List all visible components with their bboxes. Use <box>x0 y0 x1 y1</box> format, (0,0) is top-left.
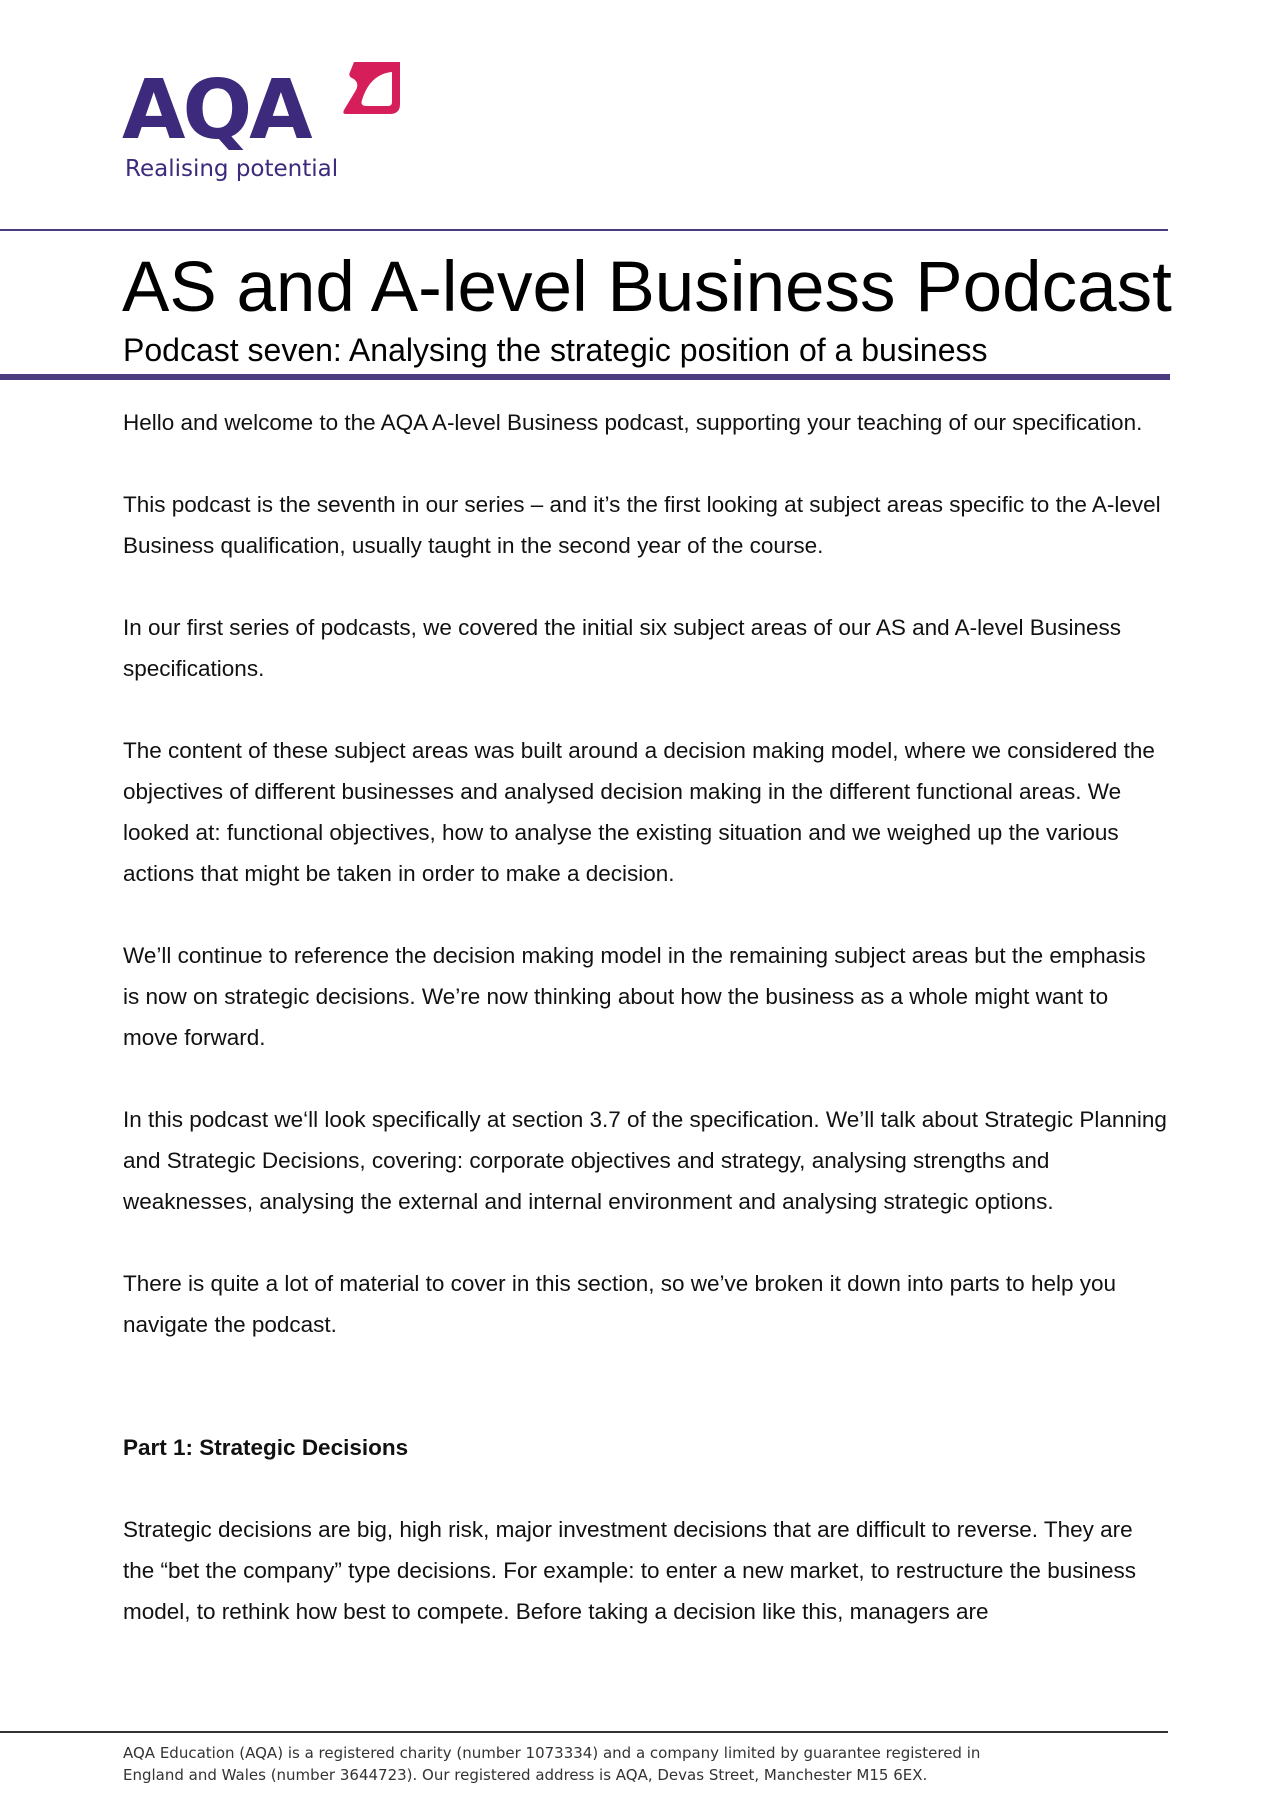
section-heading: Part 1: Strategic Decisions <box>123 1435 409 1460</box>
logo-tagline: Realising potential <box>125 156 339 182</box>
paragraph: In this podcast we‘ll look specifically at section 3.7 of the specification. We’ll talk about Strategic Planning and Strategic Decisions, covering: corporate objectives and strategy, analysing strengths and weaknesses, analysing the external and internal environment and analysing strategic options. <box>123 1107 1167 1214</box>
footer <box>123 1742 1123 1786</box>
logo-brand: AQA <box>122 63 310 158</box>
page-subtitle: Podcast seven: Analysing the strategic position of a business <box>123 332 988 368</box>
paragraph: This podcast is the seventh in our series – and it’s the first looking at subject areas specific to the A-level Business qualification, usually taught in the second year of the course. <box>123 492 1161 558</box>
footer-line: AQA Education (AQA) is a registered charity (number 1073334) and a company limited by guarantee registered in <box>123 1744 981 1762</box>
paragraph: There is quite a lot of material to cover in this section, so we’ve broken it down into parts to help you navigate the podcast. <box>123 1271 1117 1337</box>
footer-line: England and Wales (number 3644723). Our registered address is AQA, Devas Street, Manchester M15 6EX. <box>123 1766 928 1784</box>
aqa-logo <box>122 58 412 188</box>
footer-divider <box>0 1731 1168 1733</box>
title-divider <box>0 374 1170 380</box>
header-divider <box>0 229 1168 231</box>
page-title: AS and A-level Business Podcast <box>122 248 1172 327</box>
logo-leaf-icon <box>340 60 402 124</box>
paragraph: The content of these subject areas was built around a decision making model, where we considered the objectives of different businesses and analysed decision making in the different functional areas. We looked at: functional objectives, how to analyse the existing situation and we weighed up the various actions that might be taken in order to make a decision. <box>123 738 1155 886</box>
paragraph: In our first series of podcasts, we covered the initial six subject areas of our AS and A-level Business specifications. <box>123 615 1121 681</box>
paragraph: We’ll continue to reference the decision making model in the remaining subject areas but the emphasis is now on strategic decisions. We’re now thinking about how the business as a whole might want to move forward. <box>123 943 1146 1050</box>
paragraph: Hello and welcome to the AQA A-level Business podcast, supporting your teaching of our specification. <box>123 410 1143 435</box>
document-body <box>123 402 1168 1673</box>
paragraph: Strategic decisions are big, high risk, major investment decisions that are difficult to reverse. They are the “bet the company” type decisions. For example: to enter a new market, to restructure the business model, to rethink how best to compete. Before taking a decision like this, managers are <box>123 1517 1136 1624</box>
